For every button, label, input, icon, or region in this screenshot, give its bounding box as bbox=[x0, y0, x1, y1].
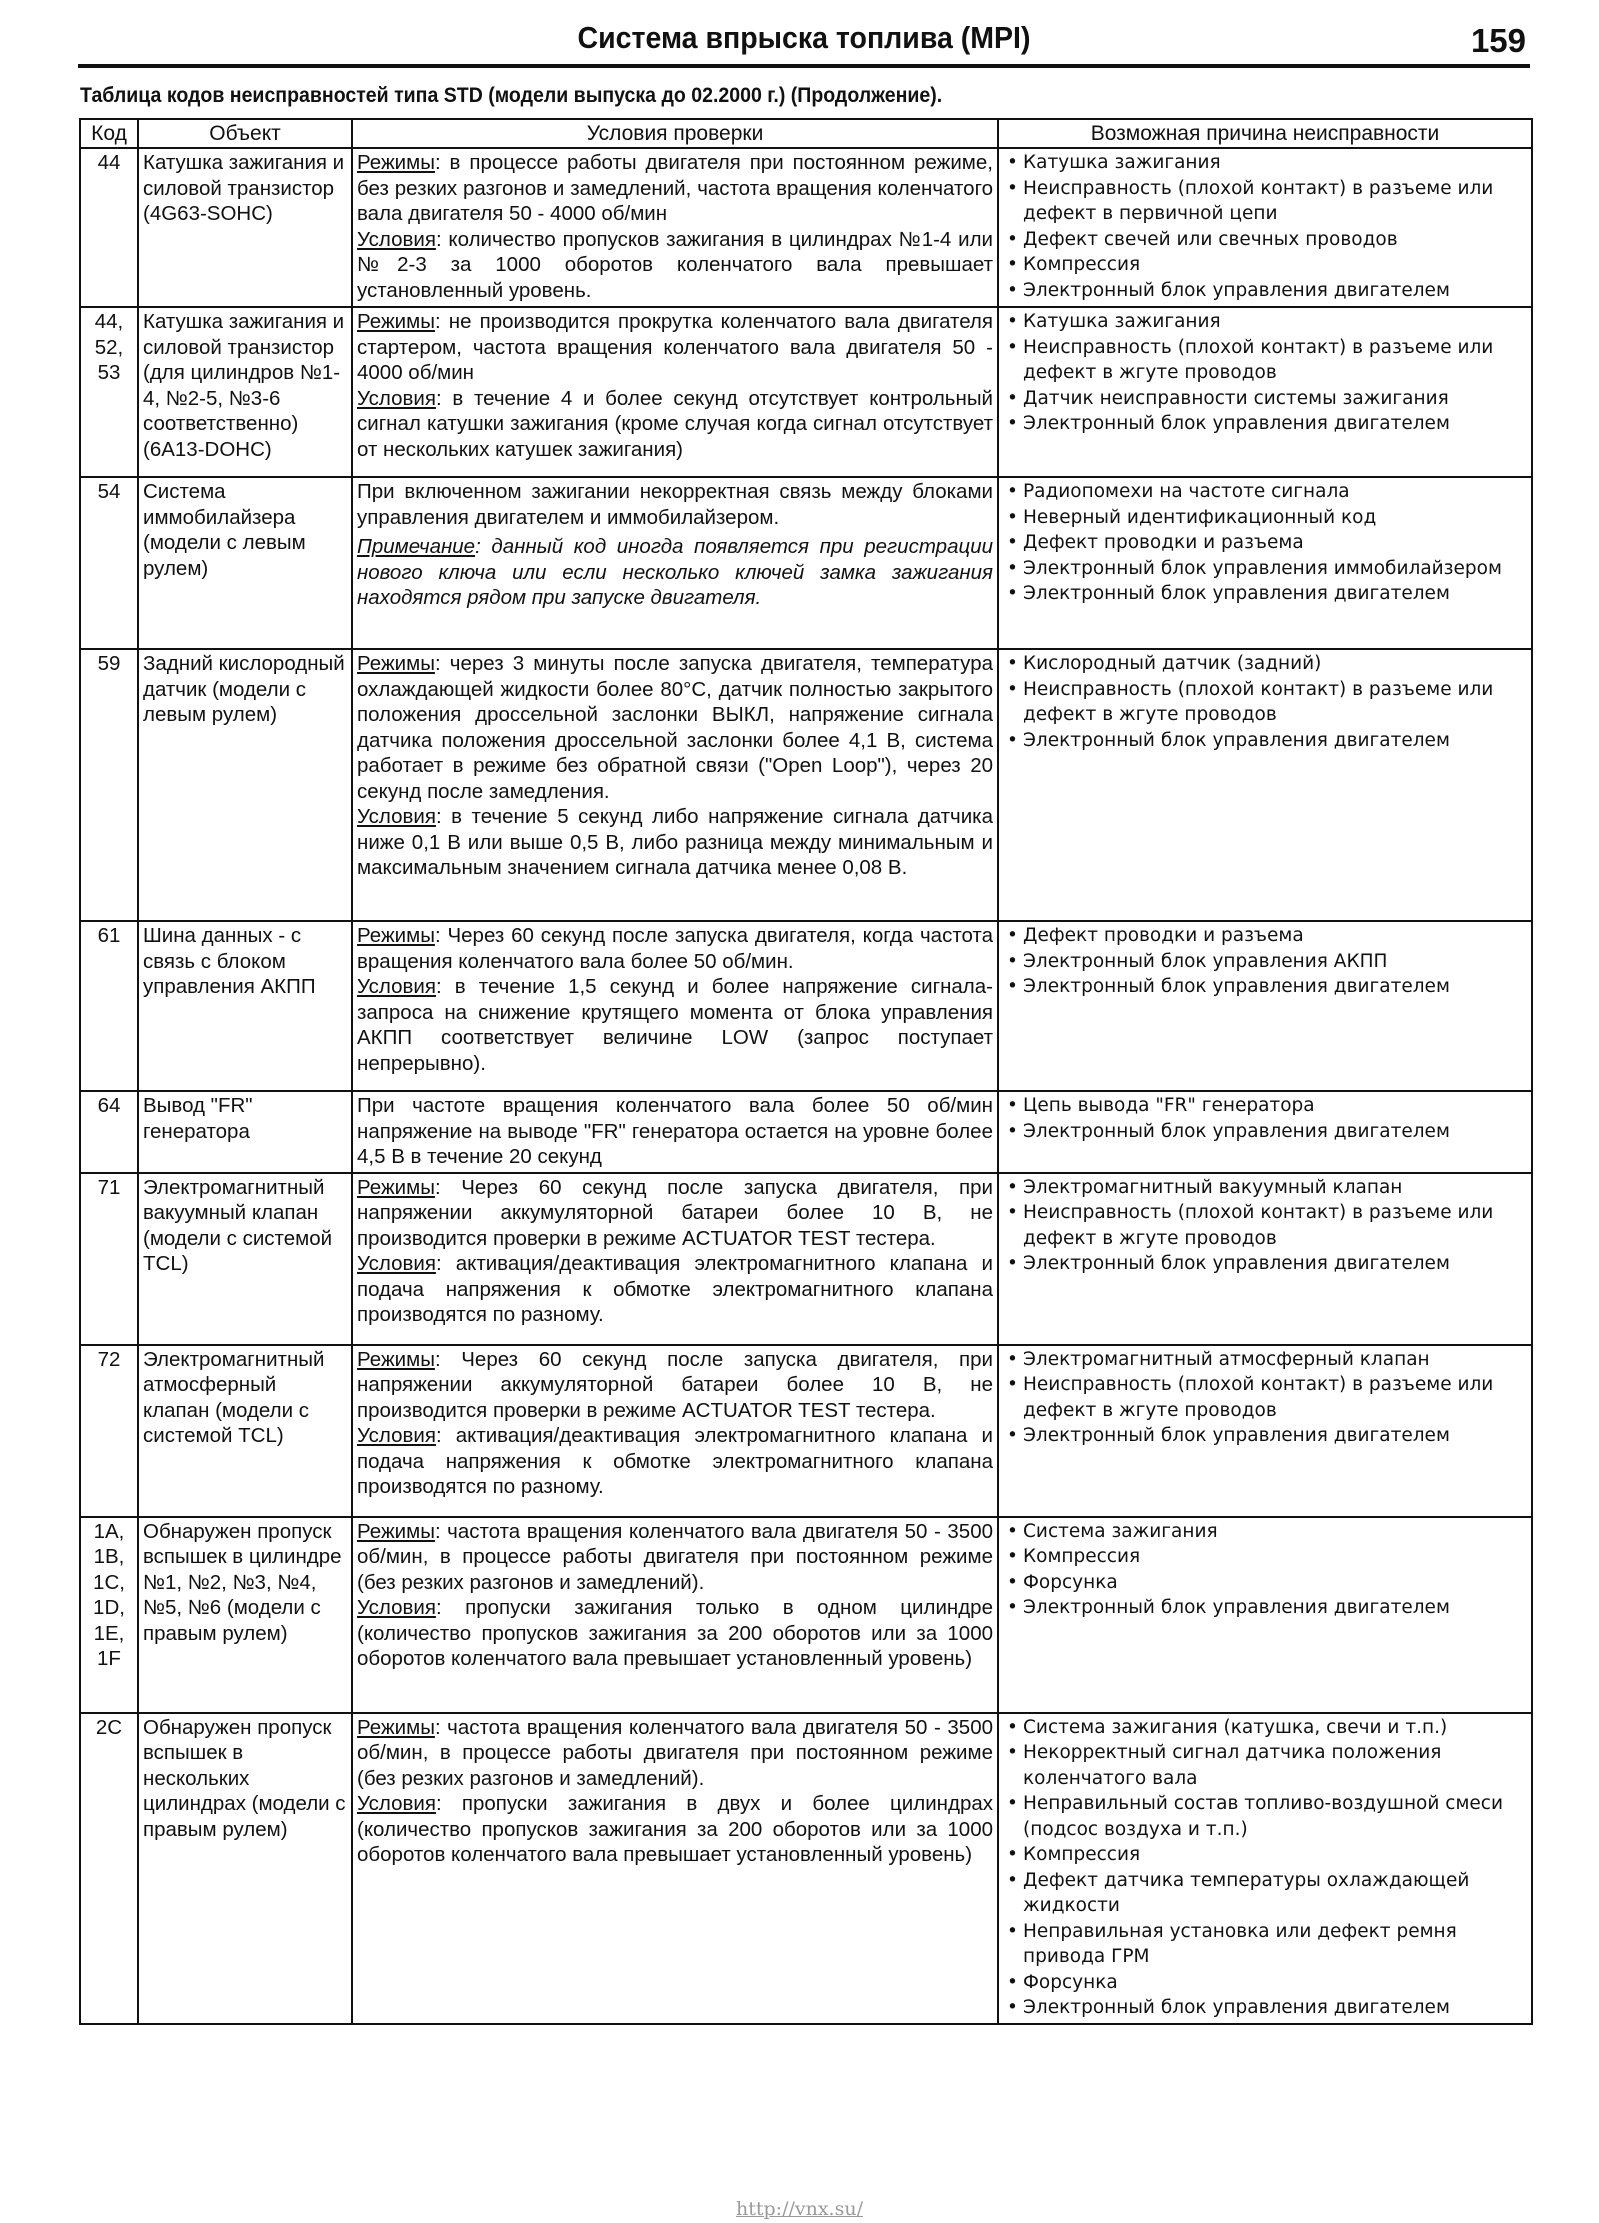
possible-causes bbox=[998, 1517, 1532, 1713]
modes-label: Режимы bbox=[357, 652, 435, 675]
conditions-paragraph bbox=[357, 386, 993, 463]
table-row bbox=[80, 1713, 1532, 2024]
fault-object: Катушка зажигания и силовой транзистор (для цилиндров №1-4, №2-5, №3-6 соответственно) (6A13-DOHC) bbox=[138, 307, 352, 477]
cause-item: • Электронный блок управления двигателем bbox=[1003, 974, 1527, 1000]
description-paragraph bbox=[357, 1093, 993, 1170]
table-row bbox=[80, 148, 1532, 307]
modes-label: Режимы bbox=[357, 310, 435, 333]
table-row bbox=[80, 649, 1532, 921]
conditions-text bbox=[357, 1715, 993, 1868]
conditions-detail: : в течение 4 и более секунд отсутствует контрольный сигнал катушки зажигания (кроме случая когда сигнал отсутствует от нескольких катушек зажигания) bbox=[357, 386, 993, 461]
possible-causes bbox=[998, 1345, 1532, 1517]
table-row bbox=[80, 1517, 1532, 1713]
modes-text: : в процессе работы двигателя при постоянном режиме, без резких разгонов и замедлений, частота вращения коленчатого вала двигателя 50 - 4000 об/мин bbox=[357, 151, 993, 225]
possible-causes bbox=[998, 1173, 1532, 1345]
conditions-text bbox=[357, 1347, 993, 1500]
fault-code: 71 bbox=[80, 1173, 138, 1345]
cause-item: • Радиопомехи на частоте сигнала bbox=[1003, 479, 1527, 505]
fault-code: 72 bbox=[80, 1345, 138, 1517]
conditions-detail: : в течение 1,5 секунд и более напряжение сигнала-запроса на снижение крутящего момента от блока управления АКПП соответствует величине LOW (запрос поступает непрерывно). bbox=[357, 975, 993, 1075]
cause-item: • Электромагнитный вакуумный клапан bbox=[1003, 1175, 1527, 1201]
modes-paragraph bbox=[357, 1715, 993, 1792]
table-row bbox=[80, 1173, 1532, 1345]
modes-text: : частота вращения коленчатого вала двигателя 50 - 3500 об/мин, в процессе работы двигателя при постоянном режиме (без резких разгонов и замедлений). bbox=[357, 1519, 993, 1594]
conditions-paragraph bbox=[357, 804, 993, 881]
check-conditions bbox=[352, 1517, 998, 1713]
modes-text: : Через 60 секунд после запуска двигателя, при напряжении аккумуляторной батареи более 10 В, не производится проверки в режиме ACTUATOR TEST тестера. bbox=[357, 1347, 993, 1422]
cause-item: • Дефект свечей или свечных проводов bbox=[1003, 227, 1527, 253]
cause-item: • Неверный идентификационный код bbox=[1003, 505, 1527, 531]
check-conditions bbox=[352, 1173, 998, 1345]
fault-code: 61 bbox=[80, 921, 138, 1091]
cause-item: • Электронный блок управления двигателем bbox=[1003, 1595, 1527, 1621]
conditions-text bbox=[357, 923, 993, 1076]
fault-code: 59 bbox=[80, 649, 138, 921]
cause-item: • Система зажигания bbox=[1003, 1519, 1527, 1545]
cause-item: • Неисправность (плохой контакт) в разъеме или дефект в жгуте проводов bbox=[1003, 1372, 1527, 1423]
table-caption: Таблица кодов неисправностей типа STD (модели выпуска до 02.2000 г.) (Продолжение). bbox=[80, 84, 943, 107]
modes-paragraph bbox=[357, 651, 993, 804]
conditions-paragraph bbox=[357, 1423, 993, 1500]
modes-label: Режимы bbox=[357, 151, 435, 174]
modes-text: : частота вращения коленчатого вала двигателя 50 - 3500 об/мин, в процессе работы двигателя при постоянном режиме (без резких разгонов и замедлений). bbox=[357, 1715, 993, 1790]
fault-code: 44 bbox=[80, 148, 138, 307]
conditions-text bbox=[357, 479, 993, 611]
cause-item: • Катушка зажигания bbox=[1003, 309, 1527, 335]
cause-item: • Электронный блок управления двигателем bbox=[1003, 278, 1527, 304]
cause-item: • Неправильный состав топливо-воздушной смеси (подсос воздуха и т.п.) bbox=[1003, 1791, 1527, 1842]
column-header-conditions: Условия проверки bbox=[352, 119, 998, 148]
fault-object: Обнаружен пропуск вспышек в нескольких цилиндрах (модели с правым рулем) bbox=[138, 1713, 352, 2024]
causes-list bbox=[1003, 1093, 1527, 1144]
conditions-label: Условия bbox=[357, 805, 436, 828]
fault-object: Обнаружен пропуск вспышек в цилиндре №1, №2, №3, №4, №5, №6 (модели с правым рулем) bbox=[138, 1517, 352, 1713]
cause-item: • Дефект датчика температуры охлаждающей жидкости bbox=[1003, 1868, 1527, 1919]
cause-item: • Электронный блок управления двигателем bbox=[1003, 581, 1527, 607]
modes-label: Режимы bbox=[357, 1519, 435, 1543]
fault-code: 44, 52, 53 bbox=[80, 307, 138, 477]
cause-item: • Электромагнитный атмосферный клапан bbox=[1003, 1347, 1527, 1373]
causes-list bbox=[1003, 150, 1527, 303]
causes-list bbox=[1003, 923, 1527, 1000]
table-row bbox=[80, 307, 1532, 477]
table-row bbox=[80, 921, 1532, 1091]
check-conditions bbox=[352, 148, 998, 307]
cause-item: • Неисправность (плохой контакт) в разъеме или дефект в жгуте проводов bbox=[1003, 335, 1527, 386]
column-header-code: Код bbox=[80, 119, 138, 148]
cause-item: • Неправильная установка или дефект ремня привода ГРМ bbox=[1003, 1919, 1527, 1970]
table-row bbox=[80, 1091, 1532, 1173]
modes-paragraph bbox=[357, 150, 993, 227]
fault-code: 54 bbox=[80, 477, 138, 649]
fault-object: Электромагнитный атмосферный клапан (модели с системой TCL) bbox=[138, 1345, 352, 1517]
fault-object: Задний кислородный датчик (модели с левым рулем) bbox=[138, 649, 352, 921]
causes-list bbox=[1003, 1715, 1527, 2021]
fault-codes-table bbox=[79, 118, 1533, 2025]
cause-item: • Электронный блок управления двигателем bbox=[1003, 411, 1527, 437]
causes-list bbox=[1003, 309, 1527, 437]
table-row bbox=[80, 1345, 1532, 1517]
cause-item: • Электронный блок управления двигателем bbox=[1003, 728, 1527, 754]
possible-causes bbox=[998, 148, 1532, 307]
check-conditions bbox=[352, 307, 998, 477]
conditions-detail: : активация/деактивация электромагнитного клапана и подача напряжения к обмотке электромагнитного клапана производятся по разному. bbox=[357, 1424, 993, 1498]
modes-paragraph bbox=[357, 1175, 993, 1252]
conditions-label: Условия bbox=[357, 1424, 436, 1447]
conditions-text bbox=[357, 651, 993, 881]
conditions-paragraph bbox=[357, 227, 993, 304]
cause-item: • Дефект проводки и разъема bbox=[1003, 530, 1527, 556]
cause-item: • Форсунка bbox=[1003, 1570, 1527, 1596]
possible-causes bbox=[998, 307, 1532, 477]
causes-list bbox=[1003, 479, 1527, 607]
page-header bbox=[78, 18, 1530, 68]
description-paragraph bbox=[357, 479, 993, 530]
fault-object: Система иммобилайзера (модели с левым рулем) bbox=[138, 477, 352, 649]
note-label: Примечание bbox=[357, 535, 476, 558]
check-conditions bbox=[352, 1713, 998, 2024]
modes-label: Режимы bbox=[357, 1347, 435, 1371]
note-paragraph bbox=[357, 534, 993, 611]
fault-object: Вывод "FR" генератора bbox=[138, 1091, 352, 1173]
conditions-label: Условия bbox=[357, 1252, 436, 1275]
modes-label: Режимы bbox=[357, 1715, 435, 1739]
fault-object: Катушка зажигания и силовой транзистор (4G63-SOHC) bbox=[138, 148, 352, 307]
fault-object: Электромагнитный вакуумный клапан (модели с системой TCL) bbox=[138, 1173, 352, 1345]
conditions-paragraph bbox=[357, 1595, 993, 1672]
conditions-paragraph bbox=[357, 1251, 993, 1328]
modes-text: : через 3 минуты после запуска двигателя, температура охлаждающей жидкости более 80°С, датчик полностью закрытого положения дроссельной заслонки ВЫКЛ, напряжение сигнала датчика положения дроссельной заслонки более 4,1 В, система работает в режиме без обратной связи ("Open Loop"), через 20 секунд после замедления. bbox=[357, 652, 993, 803]
modes-paragraph bbox=[357, 309, 993, 386]
possible-causes bbox=[998, 1091, 1532, 1173]
modes-text: : не производится прокрутка коленчатого вала двигателя стартером, частота вращения коленчатого вала двигателя 50 - 4000 об/мин bbox=[357, 310, 993, 384]
cause-item: • Датчик неисправности системы зажигания bbox=[1003, 386, 1527, 412]
modes-paragraph bbox=[357, 1347, 993, 1424]
page-title: Система впрыска топлива (MPI) bbox=[577, 20, 1031, 55]
description-text: При частоте вращения коленчатого вала более 50 об/мин напряжение на выводе "FR" генератора остается на уровне более 4,5 В в течение 20 секунд bbox=[357, 1094, 993, 1168]
cause-item: • Электронный блок управления АКПП bbox=[1003, 949, 1527, 975]
fault-code: 2C bbox=[80, 1713, 138, 2024]
cause-item: • Электронный блок управления двигателем bbox=[1003, 1423, 1527, 1449]
modes-label: Режимы bbox=[357, 1175, 435, 1199]
table-row bbox=[80, 477, 1532, 649]
conditions-detail: : пропуски зажигания в двух и более цилиндрах (количество пропусков зажигания за 200 оборотов или за 1000 оборотов коленчатого вала превышает установленный уровень) bbox=[357, 1792, 993, 1866]
conditions-detail: : пропуски зажигания только в одном цилиндре (количество пропусков зажигания за 200 оборотов или за 1000 оборотов коленчатого вала превышает установленный уровень) bbox=[357, 1596, 993, 1670]
causes-list bbox=[1003, 1175, 1527, 1277]
modes-text: : Через 60 секунд после запуска двигателя, когда частота вращения коленчатого вала более 50 об/мин. bbox=[357, 924, 993, 973]
check-conditions bbox=[352, 1091, 998, 1173]
cause-item: • Электронный блок управления иммобилайзером bbox=[1003, 556, 1527, 582]
conditions-text bbox=[357, 1175, 993, 1328]
column-header-causes: Возможная причина неисправности bbox=[998, 119, 1532, 148]
conditions-text bbox=[357, 150, 993, 303]
conditions-label: Условия bbox=[357, 386, 436, 410]
page-number: 159 bbox=[1470, 22, 1526, 59]
cause-item: • Электронный блок управления двигателем bbox=[1003, 1119, 1527, 1145]
possible-causes bbox=[998, 1713, 1532, 2024]
conditions-label: Условия bbox=[357, 975, 436, 998]
table-header-row bbox=[80, 119, 1532, 148]
cause-item: • Неисправность (плохой контакт) в разъеме или дефект в жгуте проводов bbox=[1003, 1200, 1527, 1251]
causes-list bbox=[1003, 1519, 1527, 1621]
conditions-detail: : количество пропусков зажигания в цилиндрах №1-4 или №2-3 за 1000 оборотов коленчатого вала превышает установленный уровень. bbox=[357, 227, 993, 302]
cause-item: • Электронный блок управления двигателем bbox=[1003, 1995, 1527, 2021]
conditions-text bbox=[357, 1093, 993, 1170]
causes-list bbox=[1003, 1347, 1527, 1449]
fault-code: 1A, 1B, 1C, 1D, 1E, 1F bbox=[80, 1517, 138, 1713]
conditions-text bbox=[357, 309, 993, 462]
check-conditions bbox=[352, 921, 998, 1091]
cause-item: • Дефект проводки и разъема bbox=[1003, 923, 1527, 949]
possible-causes bbox=[998, 649, 1532, 921]
description-text: При включенном зажигании некорректная связь между блоками управления двигателем и иммобилайзером. bbox=[357, 480, 993, 529]
conditions-paragraph bbox=[357, 974, 993, 1076]
cause-item: • Цепь вывода "FR" генератора bbox=[1003, 1093, 1527, 1119]
cause-item: • Некорректный сигнал датчика положения коленчатого вала bbox=[1003, 1740, 1527, 1791]
cause-item: • Электронный блок управления двигателем bbox=[1003, 1251, 1527, 1277]
possible-causes bbox=[998, 477, 1532, 649]
conditions-label: Условия bbox=[357, 1596, 436, 1619]
cause-item: • Неисправность (плохой контакт) в разъеме или дефект в первичной цепи bbox=[1003, 176, 1527, 227]
check-conditions bbox=[352, 649, 998, 921]
cause-item: • Система зажигания (катушка, свечи и т.п.) bbox=[1003, 1715, 1527, 1741]
fault-code: 64 bbox=[80, 1091, 138, 1173]
cause-item: • Кислородный датчик (задний) bbox=[1003, 651, 1527, 677]
causes-list bbox=[1003, 651, 1527, 753]
conditions-label: Условия bbox=[357, 227, 436, 251]
conditions-paragraph bbox=[357, 1791, 993, 1868]
possible-causes bbox=[998, 921, 1532, 1091]
cause-item: • Неисправность (плохой контакт) в разъеме или дефект в жгуте проводов bbox=[1003, 677, 1527, 728]
modes-label: Режимы bbox=[357, 924, 435, 947]
modes-text: : Через 60 секунд после запуска двигателя, при напряжении аккумуляторной батареи более 10 В, не производится проверки в режиме ACTUATOR TEST тестера. bbox=[357, 1175, 993, 1250]
fault-object: Шина данных - с связь с блоком управления АКПП bbox=[138, 921, 352, 1091]
cause-item: • Компрессия bbox=[1003, 252, 1527, 278]
conditions-label: Условия bbox=[357, 1792, 436, 1815]
modes-paragraph bbox=[357, 923, 993, 974]
check-conditions bbox=[352, 1345, 998, 1517]
note-text: : данный код иногда появляется при регистрации нового ключа или если несколько ключей замка зажигания находятся рядом при запуске двигателя. bbox=[357, 535, 993, 609]
conditions-text bbox=[357, 1519, 993, 1672]
footer-link[interactable]: http://vnx.su/ bbox=[736, 2198, 863, 2220]
check-conditions bbox=[352, 477, 998, 649]
conditions-detail: : активация/деактивация электромагнитного клапана и подача напряжения к обмотке электромагнитного клапана производятся по разному. bbox=[357, 1252, 993, 1326]
cause-item: • Компрессия bbox=[1003, 1842, 1527, 1868]
cause-item: • Катушка зажигания bbox=[1003, 150, 1527, 176]
column-header-object: Объект bbox=[138, 119, 352, 148]
cause-item: • Компрессия bbox=[1003, 1544, 1527, 1570]
conditions-detail: : в течение 5 секунд либо напряжение сигнала датчика ниже 0,1 В или выше 0,5 В, либо разница между минимальным и максимальным значением сигнала датчика менее 0,08 В. bbox=[357, 805, 993, 879]
modes-paragraph bbox=[357, 1519, 993, 1596]
cause-item: • Форсунка bbox=[1003, 1970, 1527, 1996]
